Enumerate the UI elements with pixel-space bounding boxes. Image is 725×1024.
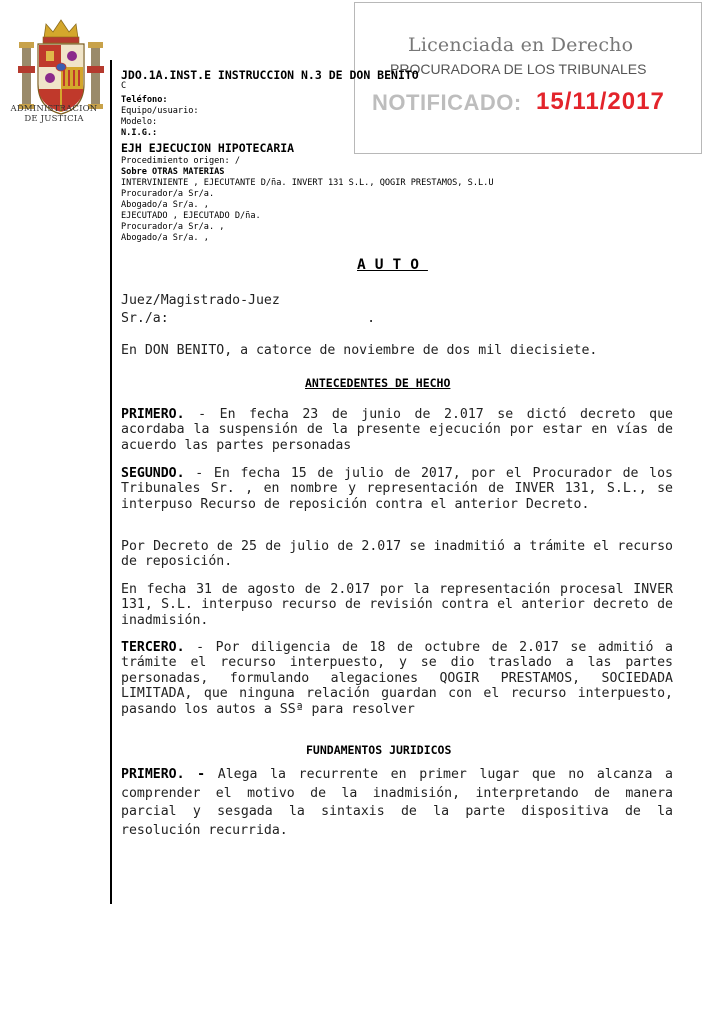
- header-abogado-1: Abogado/a Sr/a. ,: [121, 200, 209, 210]
- margin-rule: [110, 60, 112, 904]
- section-heading-fundamentos: FUNDAMENTOS JURIDICOS: [306, 743, 452, 757]
- paragraph-text: Alega la recurrente en primer lugar que no alcanza a comprender el motivo de la inadmisión, interpretando de manera parcial y sesgada la sintaxis de la parte dispositiva de la resolución recurrida.: [121, 767, 673, 838]
- paragraph-revision: En fecha 31 de agosto de 2.017 por la representación procesal INVER 131, S.L. interpuso recurso de revisión contra el anterior decreto de inadmisión.: [121, 582, 673, 628]
- logo-caption-line1: ADMINISTRACION: [10, 104, 98, 114]
- judge-line-1: Juez/Magistrado-Juez: [121, 293, 280, 308]
- logo-caption-line2: DE JUSTICIA: [24, 114, 84, 124]
- stamp-title: Licenciada en Derecho: [408, 34, 634, 56]
- stamp-subtitle: PROCURADORA DE LOS TRIBUNALES: [390, 61, 647, 77]
- paragraph-text: - En fecha 23 de junio de 2.017 se dictó decreto que acordaba la suspensión de la presente ejecución por estar en vías de acuerdo las partes personadas: [121, 407, 673, 453]
- header-procurador-1: Procurador/a Sr/a.: [121, 189, 215, 199]
- document-title: AUTO: [357, 257, 428, 273]
- paragraph-lead: PRIMERO.: [121, 407, 185, 422]
- header-line-c: C: [121, 81, 127, 91]
- paragraph-fundamento-primero: [121, 766, 673, 840]
- paragraph-primero: [121, 407, 673, 453]
- header-modelo: Modelo:: [121, 117, 158, 127]
- paragraph-decreto: Por Decreto de 25 de julio de 2.017 se inadmitió a trámite el recurso de reposición.: [121, 539, 673, 570]
- paragraph-lead: SEGUNDO.: [121, 466, 185, 481]
- paragraph-text: - Por diligencia de 18 de octubre de 2.017 se admitió a trámite el recurso interpuesto, y se dio traslado a las partes personadas, formulando alegaciones QOGIR PRESTAMOS, SOCIEDADA LIMITADA, que ninguna relación guardan con el recurso interpuesto, pasando los autos a SSª para resolver: [121, 640, 673, 717]
- header-nig: N.I.G.:: [121, 128, 158, 138]
- court-name: JDO.1A.INST.E INSTRUCCION N.3 DE DON BENITO: [121, 68, 419, 82]
- paragraph-text: - En fecha 15 de julio de 2017, por el Procurador de los Tribunales Sr. , en nombre y representación de INVER 131, S.L., se interpuso Recurso de reposición contra el anterior Decreto.: [121, 466, 673, 512]
- paragraph-segundo: [121, 466, 673, 512]
- stamp-label: NOTIFICADO:: [372, 90, 522, 115]
- paragraph-tercero: [121, 640, 673, 717]
- header-interviniente: INTERVINIENTE , EJECUTANTE D/ña. INVERT 131 S.L., QOGIR PRESTAMOS, S.L.U: [121, 178, 494, 188]
- header-ejecutado: EJECUTADO , EJECUTADO D/ña.: [121, 211, 261, 221]
- header-procurador-2: Procurador/a Sr/a. ,: [121, 222, 225, 232]
- place-date: En DON BENITO, a catorce de noviembre de dos mil diecisiete.: [121, 343, 598, 358]
- header-telefono: Teléfono:: [121, 95, 168, 105]
- logo-caption: [4, 104, 104, 124]
- paragraph-lead: PRIMERO. -: [121, 767, 206, 782]
- stamp-date: 15/11/2017: [536, 88, 665, 115]
- header-abogado-2: Abogado/a Sr/a. ,: [121, 233, 209, 243]
- header-procedimiento: Procedimiento origen: /: [121, 156, 240, 166]
- section-heading-antecedentes: ANTECEDENTES DE HECHO: [305, 376, 451, 390]
- header-sobre: Sobre OTRAS MATERIAS: [121, 167, 225, 177]
- header-equipo: Equipo/usuario:: [121, 106, 199, 116]
- paragraph-lead: TERCERO.: [121, 640, 185, 655]
- case-type: EJH EJECUCION HIPOTECARIA: [121, 141, 295, 155]
- judge-line-2: Sr./a: .: [121, 311, 376, 326]
